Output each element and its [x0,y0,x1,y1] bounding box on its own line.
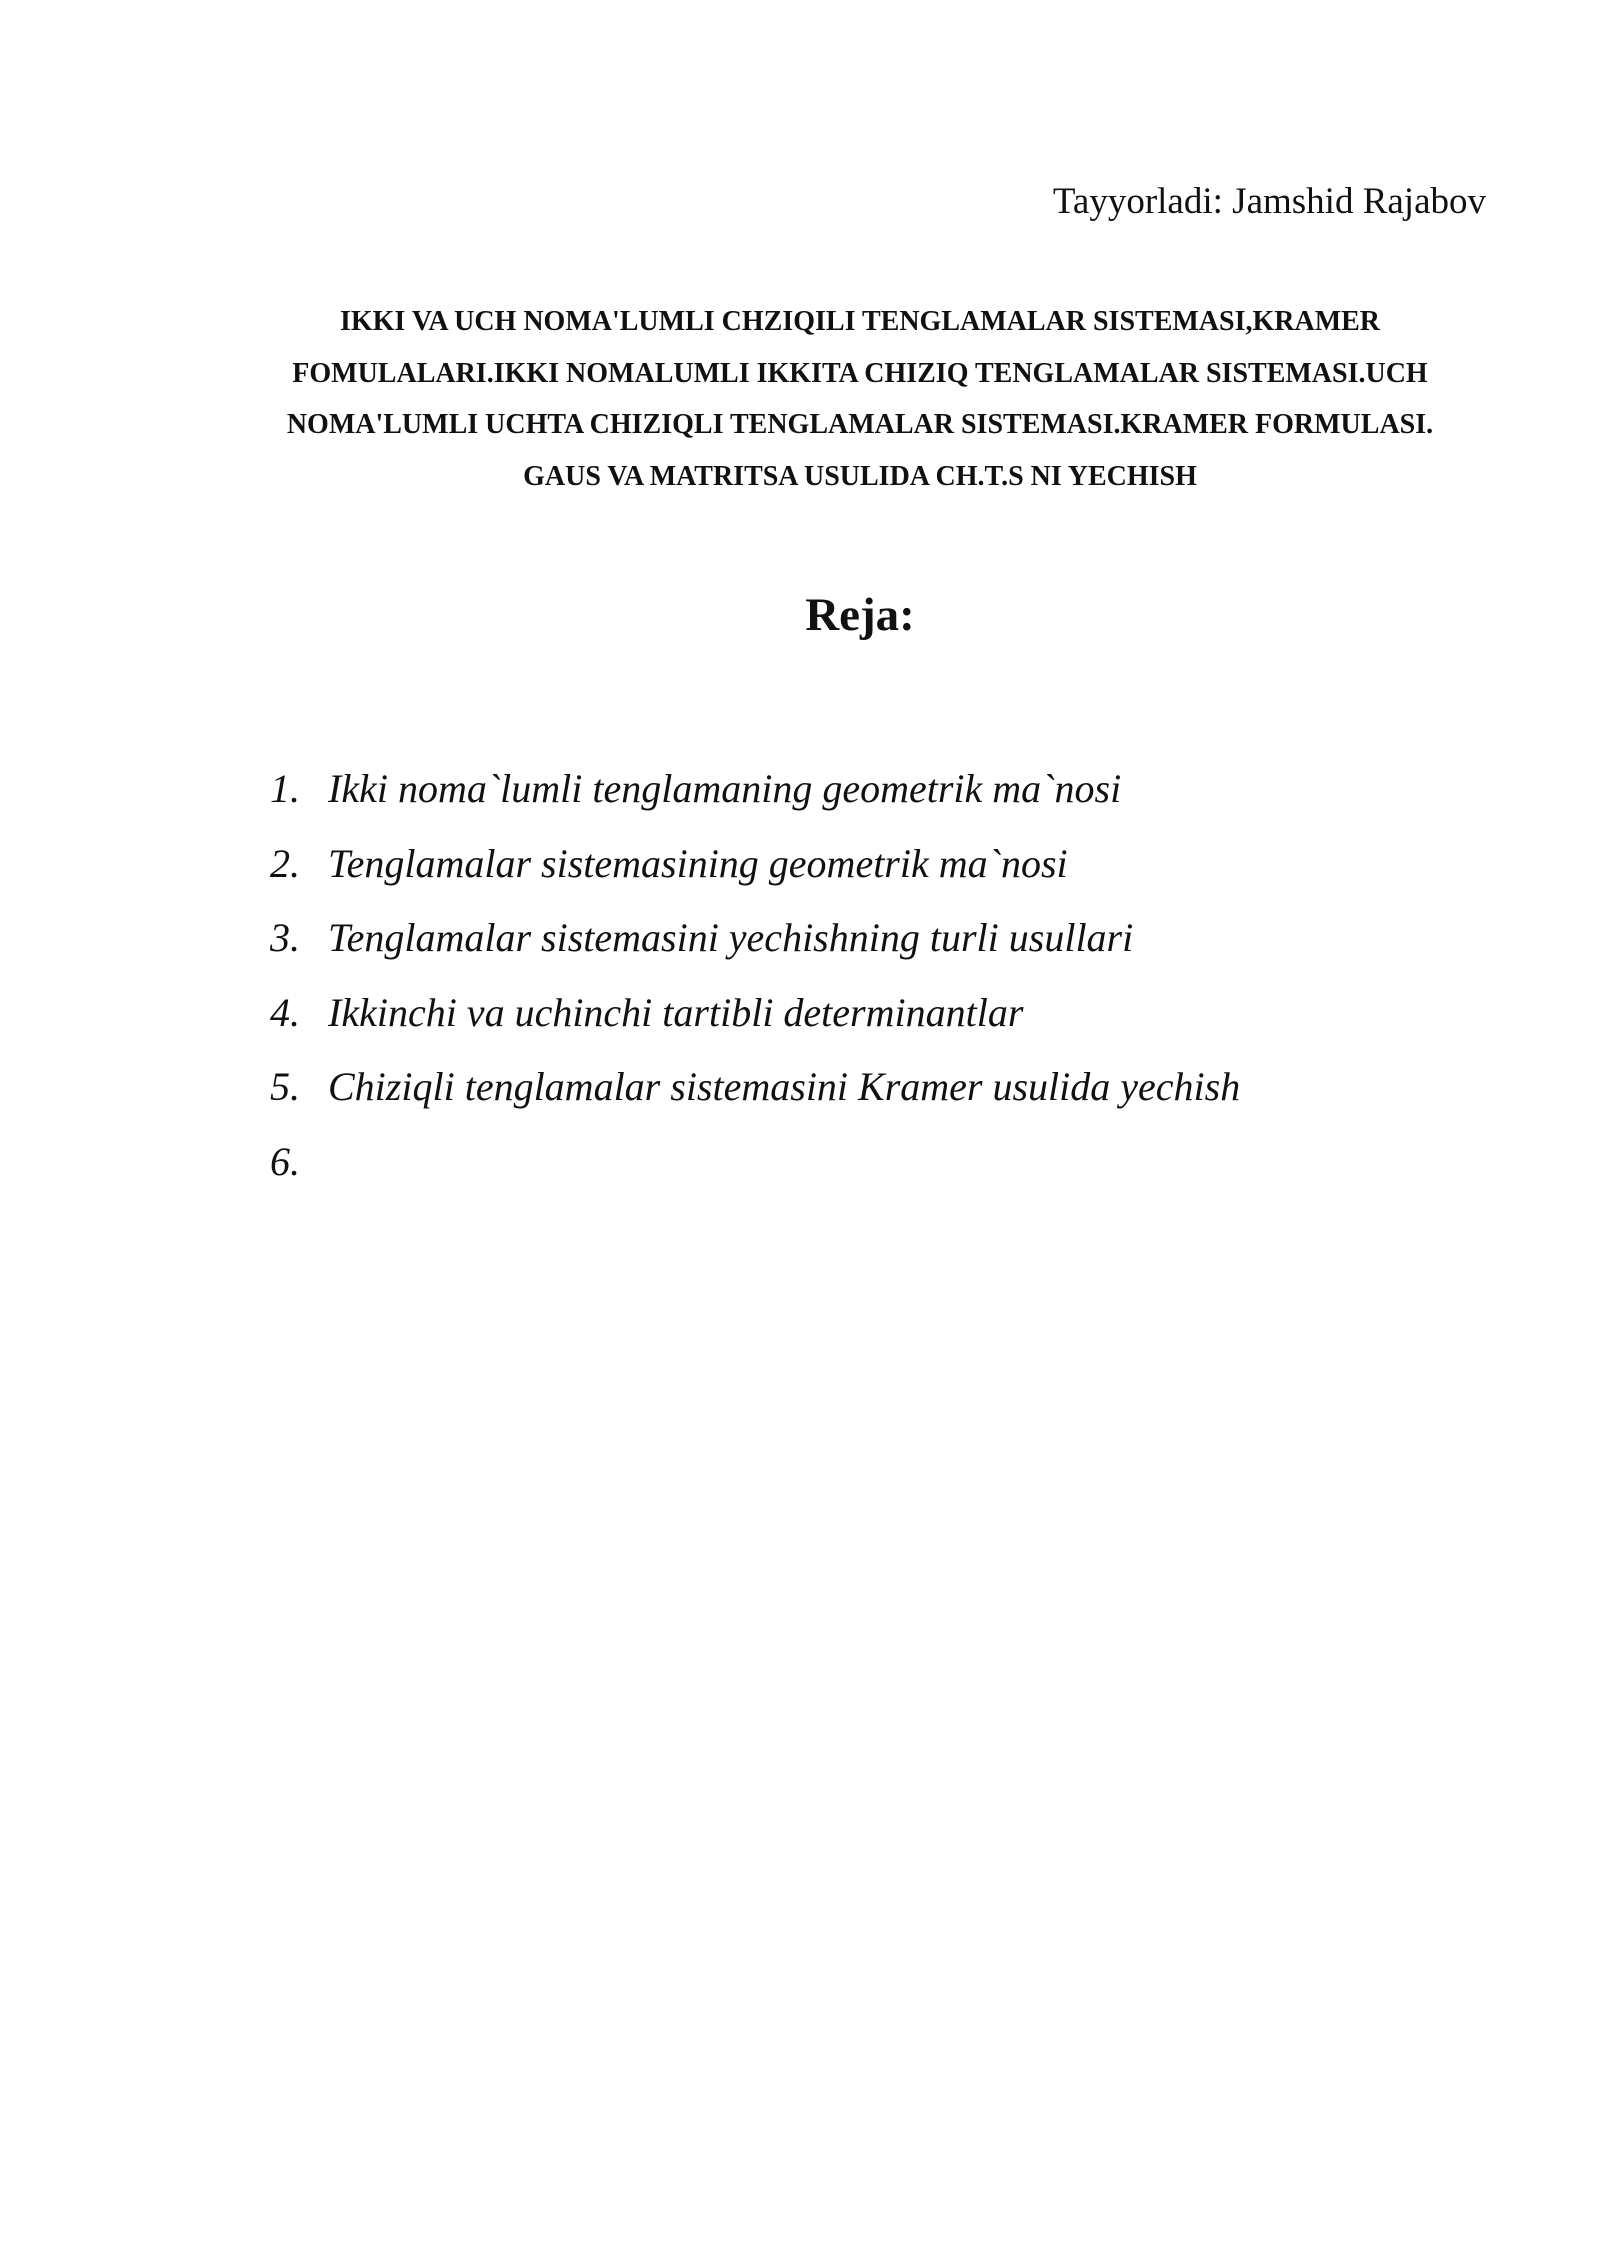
plan-item [270,1125,1240,1200]
plan-item-text: Tenglamalar sistemasining geometrik ma`nosi [328,840,1068,886]
title-line: GAUS VA MATRITSA USULIDA CH.T.S NI YECHISH [523,460,1197,492]
plan-item-text: Tenglamalar sistemasini yechishning turli usullari [328,915,1134,961]
plan-item-number: 1. [270,766,300,811]
author-line: Tayyorladi: Jamshid Rajabov [1052,181,1486,222]
plan-item-text: Ikki noma`lumli tenglamaning geometrik ma`nosi [328,766,1122,811]
title-line: NOMA'LUMLI UCHTA CHIZIQLI TENGLAMALAR SISTEMASI.KRAMER FORMULASI. [286,409,1434,440]
plan-item-number: 4. [270,989,300,1035]
document-title [240,296,1480,502]
plan-item [270,1050,1240,1125]
plan-item-number: 3. [270,915,300,961]
plan-item [270,901,1240,976]
plan-item [270,976,1240,1051]
plan-item-number: 5. [270,1064,300,1110]
plan-heading: Reja: [805,589,915,641]
title-line: IKKI VA UCH NOMA'LUMLI CHZIQILI TENGLAMALAR SISTEMASI,KRAMER [339,306,1381,337]
title-line: FOMULALARI.IKKI NOMALUMLI IKKITA CHIZIQ TENGLAMALAR SISTEMASI.UCH [292,357,1428,389]
plan-item-text: Ikkinchi va uchinchi tartibli determinantlar [328,989,1024,1035]
plan-item-text: Chiziqli tenglamalar sistemasini Kramer usulida yechish [328,1064,1241,1110]
plan-item [270,752,1240,827]
plan-item-number: 2. [270,840,300,886]
plan-list [270,752,1240,1200]
plan-item-number: 6. [270,1138,300,1184]
plan-item [270,827,1240,902]
